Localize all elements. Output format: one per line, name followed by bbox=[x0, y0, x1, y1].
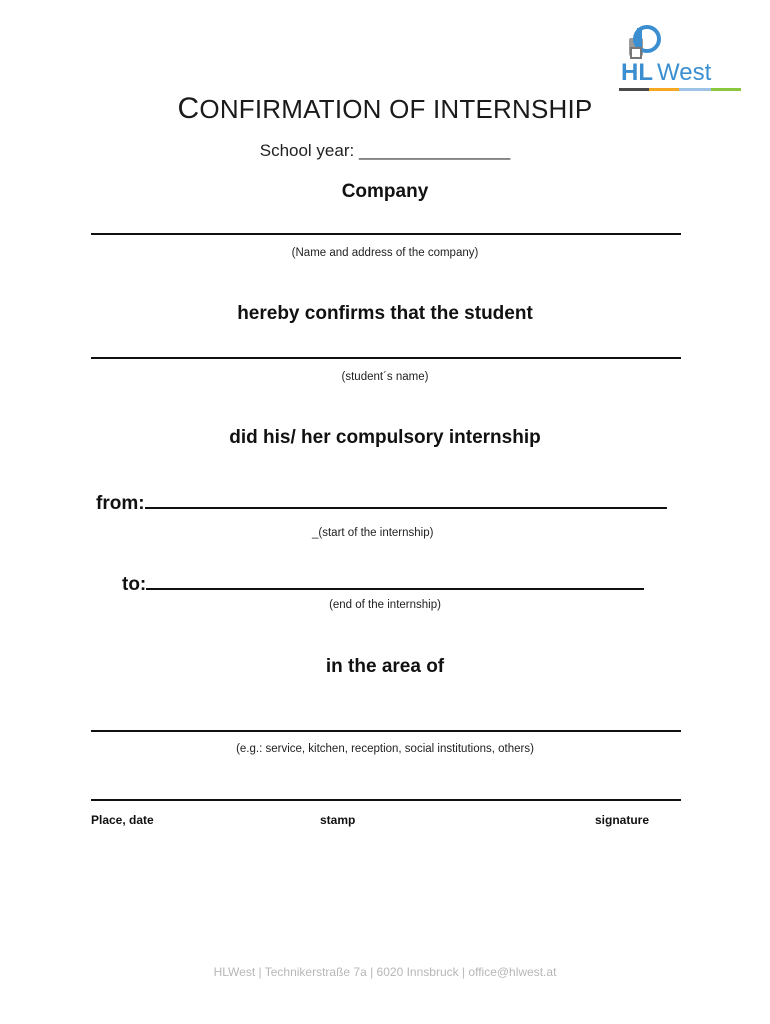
to-row bbox=[122, 574, 682, 596]
from-row bbox=[96, 493, 676, 515]
from-label: from: bbox=[96, 493, 145, 514]
title-rest: ONFIRMATION OF INTERNSHIP bbox=[199, 94, 593, 124]
area-heading: in the area of bbox=[325, 656, 445, 677]
from-caption: (start of the internship) bbox=[318, 527, 434, 539]
hlwest-logo bbox=[617, 24, 747, 96]
place-date-label: Place, date bbox=[91, 813, 154, 827]
signature-line[interactable] bbox=[91, 799, 681, 801]
to-line[interactable] bbox=[146, 588, 644, 590]
company-heading: Company bbox=[341, 181, 429, 202]
footer-address: HLWest | Technikerstraße 7a | 6020 Innsbruck | office@hlwest.at bbox=[213, 965, 557, 979]
svg-text:West: West bbox=[657, 59, 712, 86]
to-label: to: bbox=[122, 574, 147, 595]
from-line[interactable] bbox=[145, 507, 667, 509]
school-year-blank[interactable]: ________________ bbox=[358, 141, 511, 160]
student-line[interactable] bbox=[91, 357, 681, 359]
school-year-line bbox=[0, 141, 770, 161]
company-caption: (Name and address of the company) bbox=[291, 247, 479, 259]
from-caption-prefix: _ bbox=[312, 527, 319, 539]
student-heading: hereby confirms that the student bbox=[237, 303, 533, 324]
signature-label: signature bbox=[595, 813, 650, 827]
svg-text:HL: HL bbox=[621, 59, 653, 86]
company-line[interactable] bbox=[91, 233, 681, 235]
area-caption: (e.g.: service, kitchen, reception, social institutions, others) bbox=[236, 743, 534, 755]
area-line[interactable] bbox=[91, 730, 681, 732]
logo-graphic bbox=[617, 24, 747, 96]
title-first-letter: C bbox=[177, 92, 200, 125]
from-caption-row bbox=[312, 527, 433, 539]
internship-heading: did his/ her compulsory internship bbox=[229, 427, 541, 448]
school-year-label: School year: bbox=[259, 141, 359, 160]
stamp-label: stamp bbox=[320, 813, 356, 827]
student-caption: (student´s name) bbox=[341, 371, 429, 383]
document-title bbox=[0, 92, 770, 126]
to-caption: (end of the internship) bbox=[329, 599, 441, 611]
